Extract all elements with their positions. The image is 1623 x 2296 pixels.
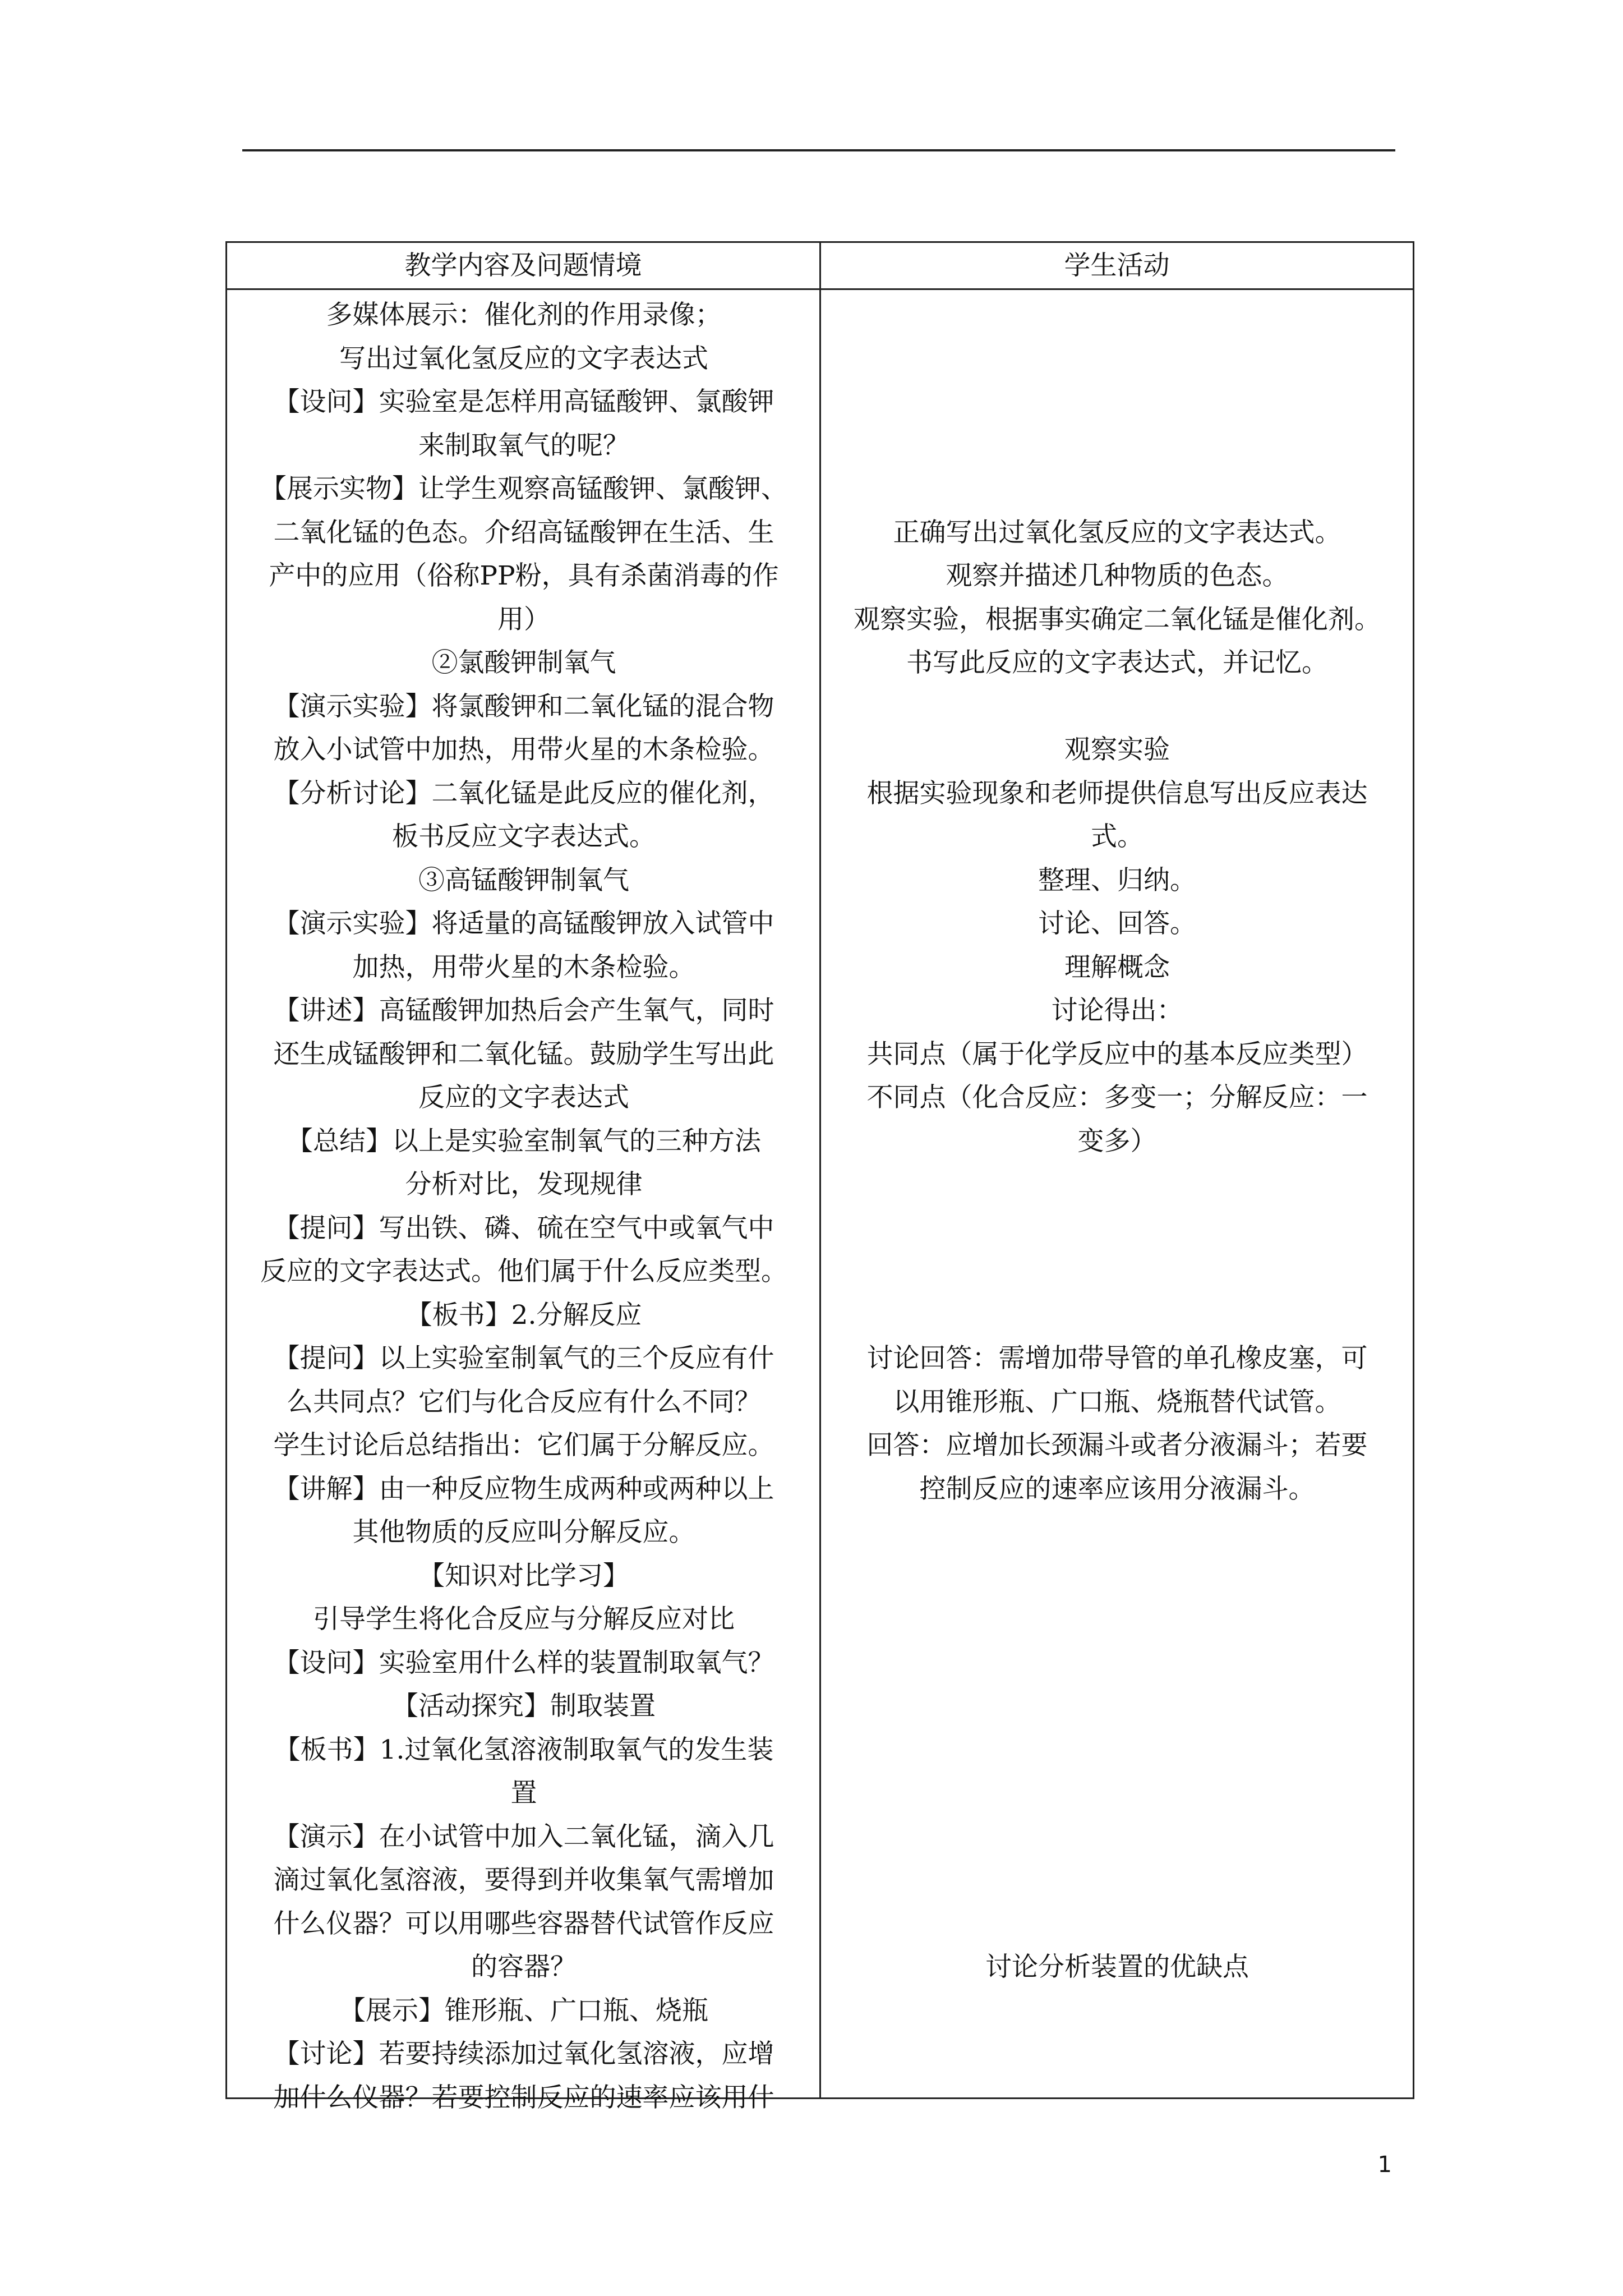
teaching-content-line: 【活动探究】制取装置 xyxy=(392,1691,656,1722)
student-activity-line: 整理、归纳。 xyxy=(1038,864,1196,896)
teaching-content-column xyxy=(242,293,806,2119)
student-activity-blank-line xyxy=(834,1163,1400,1207)
teaching-content-line: 板书反应文字表达式。 xyxy=(392,821,656,852)
teaching-content-line: ③高锰酸钾制氧气 xyxy=(418,864,629,896)
student-activity-blank-line xyxy=(834,1772,1400,1815)
column-divider xyxy=(819,243,821,2097)
teaching-content-line: 学生讨论后总结指出：它们属于分解反应。 xyxy=(273,1430,774,1461)
student-activity-line: 以用锥形瓶、广口瓶、烧瓶替代试管。 xyxy=(893,1386,1341,1418)
student-activity-column xyxy=(834,293,1400,1989)
student-activity-blank-line xyxy=(834,1294,1400,1337)
teaching-content-line: 反应的文字表达式 xyxy=(418,1082,629,1113)
teaching-content-line: 反应的文字表达式。他们属于什么反应类型。 xyxy=(260,1256,787,1287)
teaching-content-line: 【讲述】高锰酸钾加热后会产生氧气，同时 xyxy=(273,995,774,1026)
teaching-content-line: 用） xyxy=(497,604,550,635)
student-activity-line: 根据实验现象和老师提供信息写出反应表达 xyxy=(866,777,1368,809)
page-number: 1 xyxy=(1377,2152,1392,2178)
student-activity-blank-line xyxy=(834,1902,1400,1946)
student-activity-blank-line xyxy=(834,1554,1400,1598)
teaching-content-line: 写出过氧化氢反应的文字表达式 xyxy=(339,343,708,374)
student-activity-blank-line xyxy=(834,424,1400,468)
header-teaching-content: 教学内容及问题情境 xyxy=(404,250,642,281)
student-activity-line: 观察实验，根据事实确定二氧化锰是催化剂。 xyxy=(854,604,1381,635)
teaching-content-line: 置 xyxy=(510,1778,537,1809)
teaching-content-line: 二氧化锰的色态。介绍高锰酸钾在生活、生 xyxy=(273,517,774,548)
student-activity-line: 讨论得出： xyxy=(1051,995,1183,1026)
student-activity-blank-line xyxy=(834,1511,1400,1554)
header-rule xyxy=(242,149,1395,151)
teaching-content-line: 放入小试管中加热，用带火星的木条检验。 xyxy=(273,734,774,765)
student-activity-line: 控制反应的速率应该用分液漏斗。 xyxy=(919,1473,1315,1504)
teaching-content-line: 加什么仪器？若要控制反应的速率应该用什 xyxy=(273,2082,774,2113)
teaching-content-line: 还生成锰酸钾和二氧化锰。鼓励学生写出此 xyxy=(273,1038,774,1070)
teaching-content-line: 【演示实验】将适量的高锰酸钾放入试管中 xyxy=(273,908,774,939)
student-activity-line: 书写此反应的文字表达式，并记忆。 xyxy=(906,647,1328,678)
lesson-table xyxy=(225,241,1414,2113)
student-activity-blank-line xyxy=(834,1685,1400,1728)
student-activity-blank-line xyxy=(834,1728,1400,1772)
student-activity-line: 变多） xyxy=(1077,1125,1157,1157)
student-activity-line: 讨论分析装置的优缺点 xyxy=(985,1952,1249,1982)
teaching-content-line: 加热，用带火星的木条检验。 xyxy=(352,951,695,983)
student-activity-line: 观察并描述几种物质的色态。 xyxy=(946,560,1289,591)
student-activity-line: 正确写出过氧化氢反应的文字表达式。 xyxy=(893,517,1341,548)
teaching-content-line: 【分析讨论】二氧化锰是此反应的催化剂， xyxy=(273,777,774,809)
student-activity-blank-line xyxy=(834,293,1400,337)
teaching-content-line: 【提问】写出铁、磷、硫在空气中或氧气中 xyxy=(273,1212,774,1244)
student-activity-blank-line xyxy=(834,1598,1400,1641)
teaching-content-line: 【设问】实验室是怎样用高锰酸钾、氯酸钾 xyxy=(273,386,774,417)
teaching-content-line: 的容器？ xyxy=(471,1952,577,1982)
teaching-content-line: 【演示】在小试管中加入二氧化锰，滴入几 xyxy=(273,1821,774,1852)
teaching-content-line: 【提问】以上实验室制氧气的三个反应有什 xyxy=(273,1343,774,1374)
teaching-content-line: 【展示实物】让学生观察高锰酸钾、氯酸钾、 xyxy=(260,473,787,504)
student-activity-line: 讨论、回答。 xyxy=(1038,908,1196,939)
teaching-content-line: 滴过氧化氢溶液，要得到并收集氧气需增加 xyxy=(273,1865,774,1895)
teaching-content-line: 么共同点？它们与化合反应有什么不同？ xyxy=(287,1386,761,1418)
teaching-content-line: 【总结】以上是实验室制氧气的三种方法 xyxy=(287,1125,761,1157)
teaching-content-line: 【设问】实验室用什么样的装置制取氧气？ xyxy=(273,1647,774,1678)
student-activity-line: 式。 xyxy=(1091,821,1144,852)
teaching-content-line: 分析对比，发现规律 xyxy=(405,1169,643,1200)
teaching-content-line: 【讲解】由一种反应物生成两种或两种以上 xyxy=(273,1473,774,1504)
student-activity-line: 共同点（属于化学反应中的基本反应类型） xyxy=(866,1038,1368,1070)
teaching-content-line: 【板书】2.分解反应 xyxy=(405,1299,642,1331)
student-activity-blank-line xyxy=(834,1250,1400,1294)
student-activity-line: 理解概念 xyxy=(1064,951,1170,983)
teaching-content-line: 多媒体展示：催化剂的作用录像； xyxy=(326,300,722,330)
teaching-content-line: 【展示】锥形瓶、广口瓶、烧瓶 xyxy=(339,1995,708,2026)
teaching-content-line: 【知识对比学习】 xyxy=(418,1560,629,1591)
teaching-content-line: ②氯酸钾制氧气 xyxy=(431,647,616,678)
student-activity-blank-line xyxy=(834,1641,1400,1685)
student-activity-blank-line xyxy=(834,1207,1400,1250)
teaching-content-line: 【演示实验】将氯酸钾和二氧化锰的混合物 xyxy=(273,691,774,722)
student-activity-blank-line xyxy=(834,685,1400,729)
header-student-activity: 学生活动 xyxy=(1064,250,1170,281)
student-activity-line: 讨论回答：需增加带导管的单孔橡皮塞，可 xyxy=(866,1343,1368,1374)
teaching-content-line: 引导学生将化合反应与分解反应对比 xyxy=(313,1604,735,1635)
student-activity-line: 不同点（化合反应：多变一；分解反应：一 xyxy=(866,1082,1368,1113)
student-activity-blank-line xyxy=(834,1858,1400,1902)
student-activity-blank-line xyxy=(834,337,1400,381)
student-activity-blank-line xyxy=(834,467,1400,511)
student-activity-line: 观察实验 xyxy=(1064,734,1170,765)
teaching-content-line: 【板书】1.过氧化氢溶液制取氧气的发生装 xyxy=(274,1734,774,1765)
student-activity-line: 回答：应增加长颈漏斗或者分液漏斗；若要 xyxy=(866,1430,1368,1461)
student-activity-blank-line xyxy=(834,380,1400,424)
teaching-content-line: 【讨论】若要持续添加过氧化氢溶液，应增 xyxy=(273,2039,774,2069)
teaching-content-line: 什么仪器？可以用哪些容器替代试管作反应 xyxy=(273,1908,774,1939)
teaching-content-line: 来制取氧气的呢？ xyxy=(418,430,629,461)
student-activity-blank-line xyxy=(834,1815,1400,1859)
teaching-content-line: 其他物质的反应叫分解反应。 xyxy=(352,1517,695,1548)
teaching-content-line: 产中的应用（俗称PP粉，具有杀菌消毒的作 xyxy=(269,560,779,591)
